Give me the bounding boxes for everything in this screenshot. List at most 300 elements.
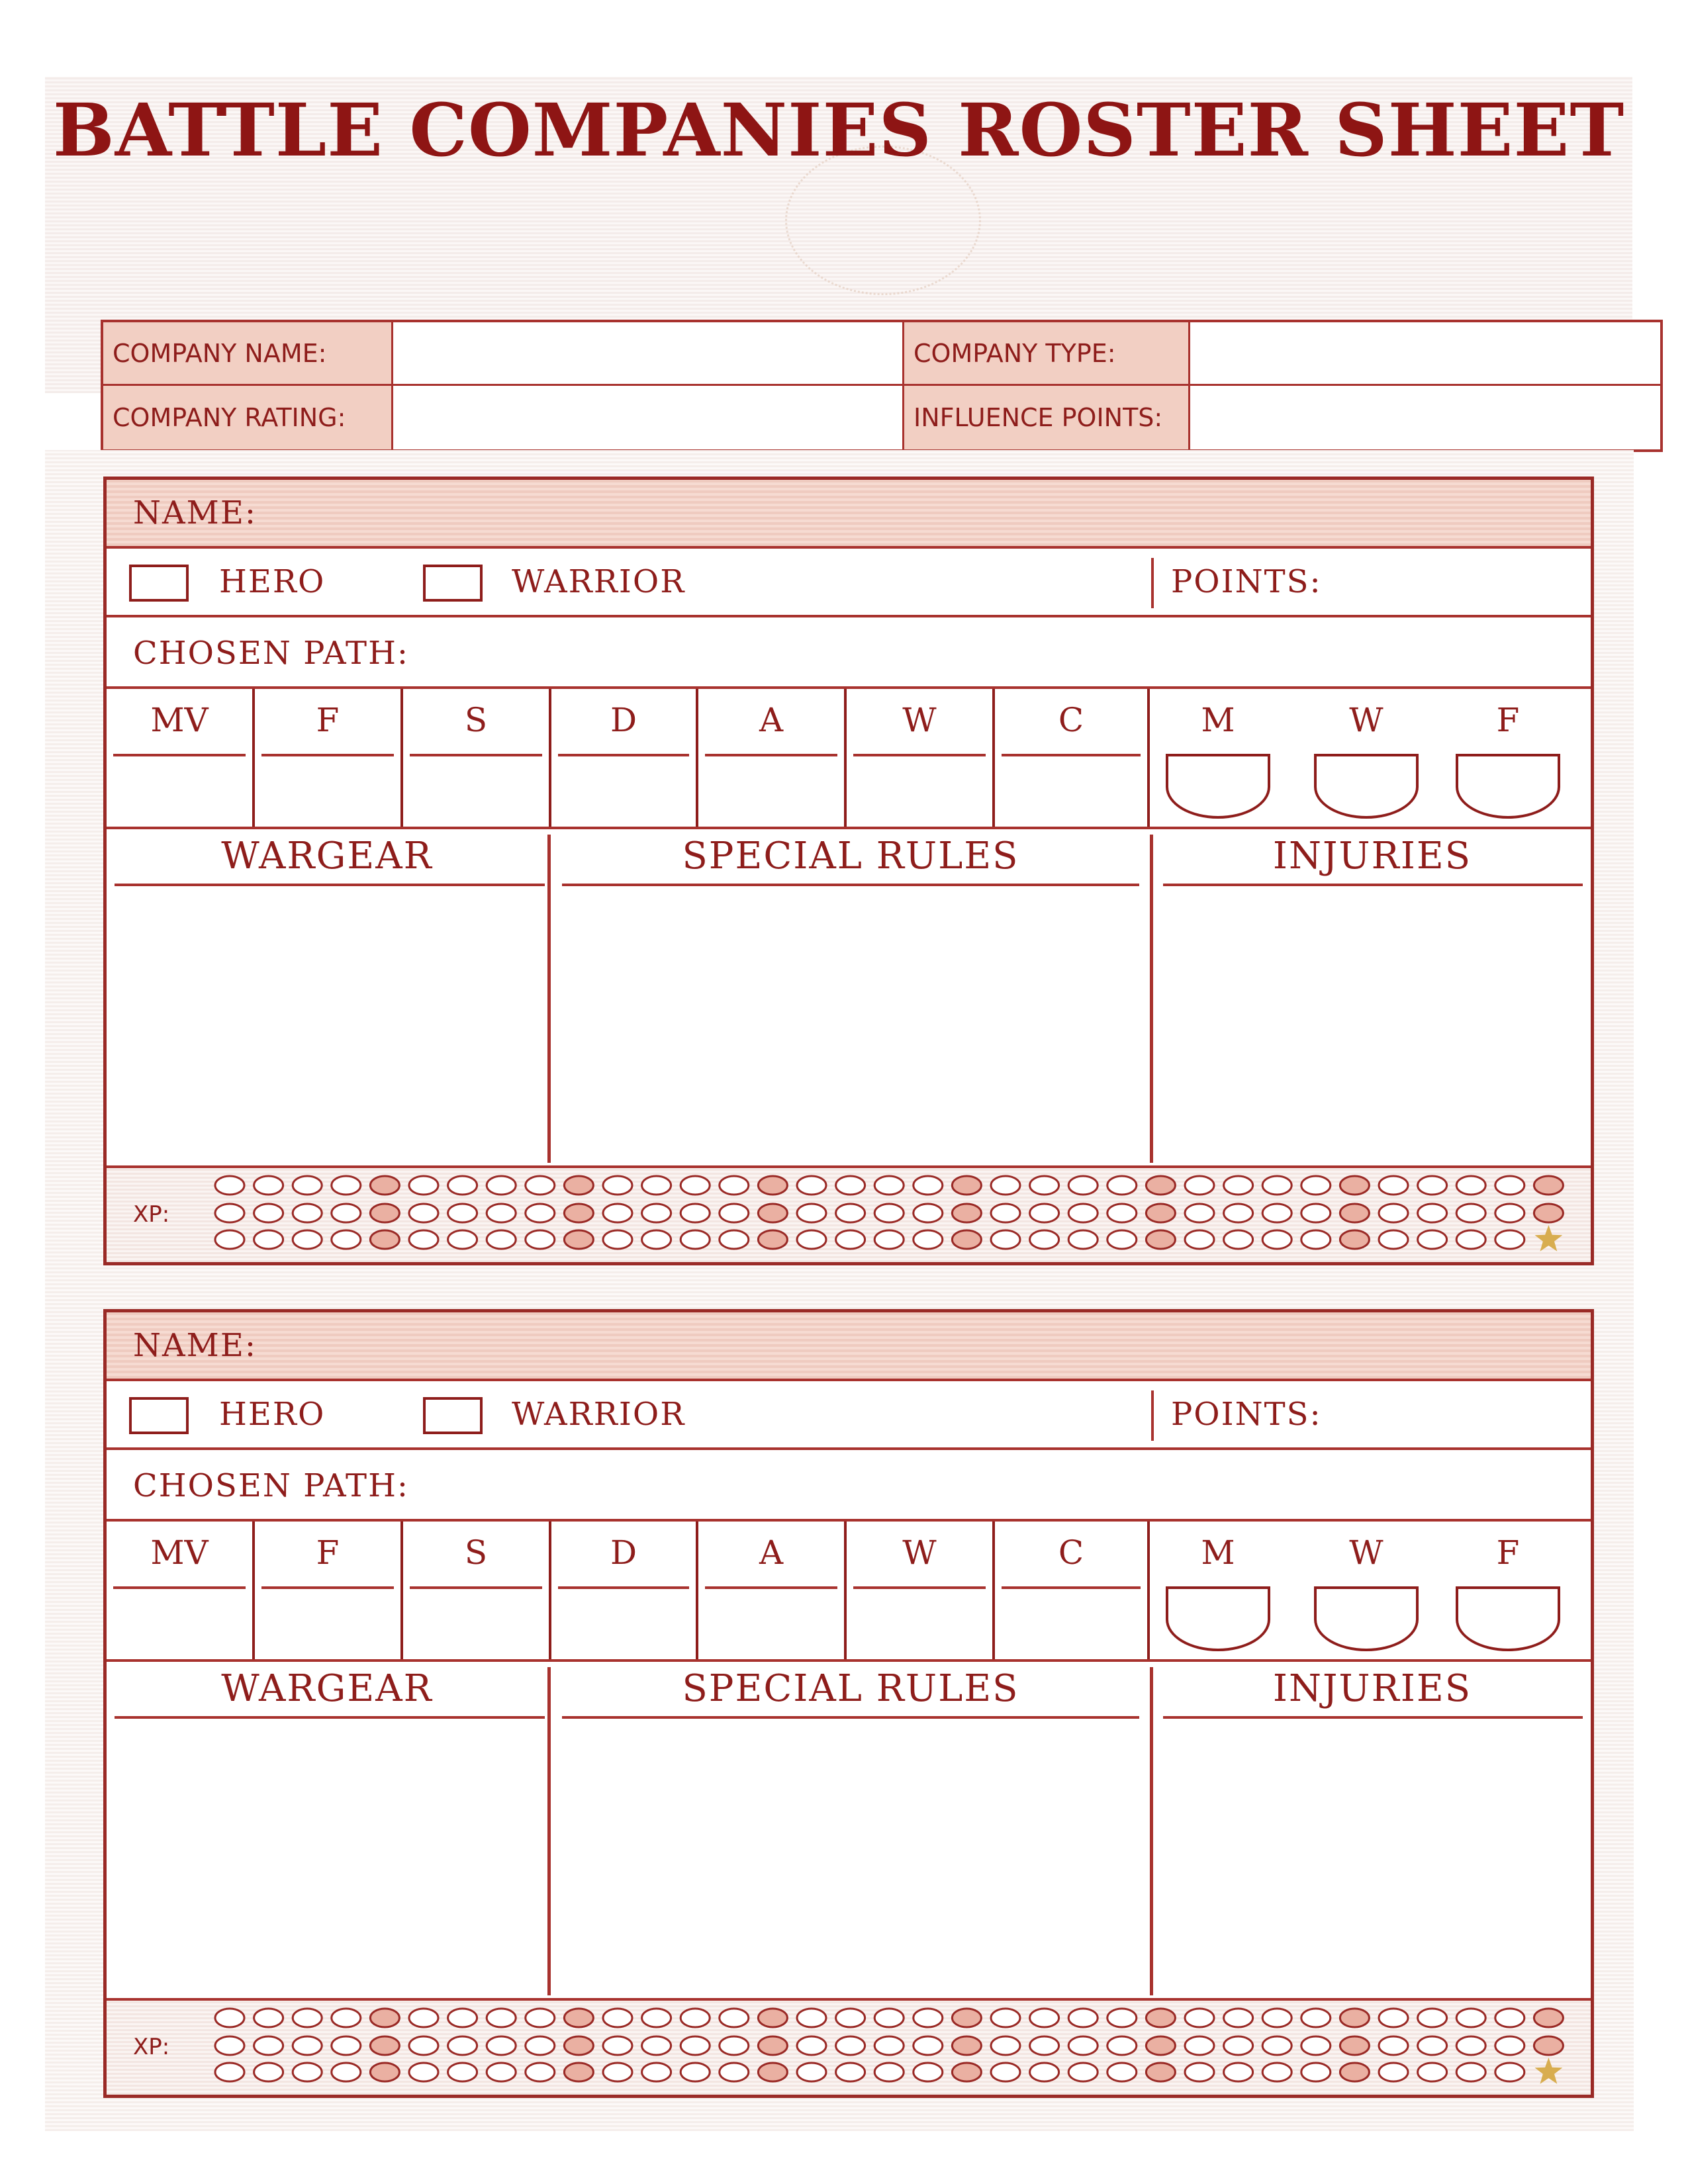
xp-circle[interactable] <box>603 2063 632 2081</box>
chosen-path-row[interactable] <box>107 617 1591 689</box>
stat-cell[interactable] <box>847 689 995 827</box>
xp-milestone-circle[interactable] <box>1534 1176 1563 1195</box>
xp-milestone-circle[interactable] <box>564 1204 593 1222</box>
company-type-field[interactable] <box>1190 322 1660 386</box>
xp-circle[interactable] <box>1418 1176 1447 1195</box>
xp-circle[interactable] <box>991 2009 1020 2027</box>
xp-circle[interactable] <box>1301 1230 1331 1249</box>
hero-checkbox[interactable] <box>129 1397 189 1434</box>
xp-circle[interactable] <box>1456 2036 1485 2055</box>
xp-circle[interactable] <box>1068 1176 1098 1195</box>
xp-circle[interactable] <box>526 1204 555 1222</box>
stat-underline <box>558 1586 689 1589</box>
xp-milestone-circle[interactable] <box>370 2036 399 2055</box>
xp-circle[interactable] <box>603 1204 632 1222</box>
xp-circle[interactable] <box>642 1230 671 1249</box>
xp-milestone-circle[interactable] <box>1534 2036 1563 2055</box>
xp-circle[interactable] <box>1379 1204 1408 1222</box>
xp-circle[interactable] <box>1262 2063 1291 2081</box>
xp-milestone-circle[interactable] <box>1146 1176 1175 1195</box>
xp-milestone-circle[interactable] <box>1146 2036 1175 2055</box>
xp-milestone-circle[interactable] <box>758 2063 787 2081</box>
xp-circle[interactable] <box>914 2036 943 2055</box>
xp-circle[interactable] <box>1262 2009 1291 2027</box>
xp-circle[interactable] <box>720 2063 749 2081</box>
xp-circle[interactable] <box>448 2009 477 2027</box>
stat-line <box>107 1522 1591 1662</box>
xp-milestone-circle[interactable] <box>370 1176 399 1195</box>
stat-underline <box>261 1586 394 1589</box>
xp-circle[interactable] <box>487 2063 516 2081</box>
stat-underline <box>705 754 837 756</box>
xp-circle[interactable] <box>448 1230 477 1249</box>
stat-underline <box>558 754 689 756</box>
xp-circle[interactable] <box>1456 1230 1485 1249</box>
xp-circle[interactable] <box>991 1176 1020 1195</box>
xp-milestone-circle[interactable] <box>758 1204 787 1222</box>
xp-circle[interactable] <box>914 1176 943 1195</box>
xp-track <box>107 1168 1591 1262</box>
xp-circle[interactable] <box>991 2036 1020 2055</box>
xp-circle[interactable] <box>720 2036 749 2055</box>
xp-circle[interactable] <box>1224 1176 1253 1195</box>
xp-circle[interactable] <box>487 1230 516 1249</box>
xp-circle[interactable] <box>642 2063 671 2081</box>
xp-circle[interactable] <box>409 2063 438 2081</box>
xp-circle[interactable] <box>1418 1204 1447 1222</box>
xp-circle[interactable] <box>797 1204 826 1222</box>
xp-circle[interactable] <box>680 1230 710 1249</box>
fate-header: F <box>1496 701 1520 739</box>
xp-milestone-circle[interactable] <box>758 1176 787 1195</box>
xp-circle[interactable] <box>1418 1230 1447 1249</box>
xp-circle[interactable] <box>914 2063 943 2081</box>
stat-cell[interactable] <box>403 689 551 827</box>
xp-circle[interactable] <box>1379 1176 1408 1195</box>
xp-milestone-circle[interactable] <box>952 1204 981 1222</box>
xp-circle[interactable] <box>1262 1230 1291 1249</box>
xp-milestone-circle[interactable] <box>758 2036 787 2055</box>
will-shield-icon[interactable] <box>1314 1588 1419 1651</box>
xp-circle[interactable] <box>991 1204 1020 1222</box>
stat-cell[interactable] <box>403 1522 551 1659</box>
xp-circle[interactable] <box>874 2009 904 2027</box>
special-rules-header: SPECIAL RULES <box>682 835 1019 878</box>
xp-circle[interactable] <box>836 1204 865 1222</box>
xp-circle[interactable] <box>215 2009 244 2027</box>
xp-circle[interactable] <box>1068 2036 1098 2055</box>
xp-circle[interactable] <box>1107 2036 1137 2055</box>
xp-circle[interactable] <box>1107 1230 1137 1249</box>
xp-circle[interactable] <box>332 2063 361 2081</box>
xp-circle[interactable] <box>1107 1204 1137 1222</box>
xp-circle[interactable] <box>642 2009 671 2027</box>
xp-circle[interactable] <box>448 2036 477 2055</box>
xp-circle[interactable] <box>448 2063 477 2081</box>
might-shield-icon[interactable] <box>1166 1588 1270 1651</box>
xp-circle[interactable] <box>797 2009 826 2027</box>
will-shield-icon[interactable] <box>1314 755 1419 819</box>
xp-milestone-circle[interactable] <box>1340 1230 1369 1249</box>
xp-circle[interactable] <box>720 1176 749 1195</box>
warrior-label: WARRIOR <box>512 1396 686 1433</box>
type-row <box>107 549 1591 617</box>
xp-circle[interactable] <box>1301 2036 1331 2055</box>
xp-circle[interactable] <box>836 2063 865 2081</box>
hero-label: HERO <box>219 1396 326 1433</box>
xp-circle[interactable] <box>1107 1176 1137 1195</box>
xp-circle[interactable] <box>1185 1176 1214 1195</box>
points-label: POINTS: <box>1171 563 1322 600</box>
xp-milestone-circle[interactable] <box>1146 1230 1175 1249</box>
xp-circle[interactable] <box>1068 1204 1098 1222</box>
xp-circle[interactable] <box>1107 2063 1137 2081</box>
xp-circle[interactable] <box>680 2036 710 2055</box>
xp-circle[interactable] <box>254 1204 283 1222</box>
xp-circle[interactable] <box>1224 1204 1253 1222</box>
stat-cell[interactable] <box>107 689 255 827</box>
xp-milestone-circle[interactable] <box>370 2009 399 2027</box>
might-shield-icon[interactable] <box>1166 755 1270 819</box>
xp-circle[interactable] <box>797 1176 826 1195</box>
xp-circle[interactable] <box>487 2009 516 2027</box>
xp-circle[interactable] <box>526 2009 555 2027</box>
xp-circle[interactable] <box>409 1230 438 1249</box>
xp-circle[interactable] <box>1068 2063 1098 2081</box>
xp-circle[interactable] <box>1456 2009 1485 2027</box>
stat-header: MV <box>150 701 209 739</box>
xp-circle[interactable] <box>332 1230 361 1249</box>
xp-circle[interactable] <box>1495 2063 1524 2081</box>
xp-circle[interactable] <box>1224 2009 1253 2027</box>
xp-milestone-circle[interactable] <box>952 2009 981 2027</box>
xp-circle[interactable] <box>1456 1204 1485 1222</box>
xp-circle[interactable] <box>680 2009 710 2027</box>
star-icon <box>1535 1225 1563 1251</box>
stat-underline <box>705 1586 837 1589</box>
name-label: NAME: <box>133 494 258 531</box>
points-divider <box>1151 1390 1154 1441</box>
might-header: M <box>1201 701 1235 739</box>
xp-circle[interactable] <box>332 2036 361 2055</box>
xp-circle[interactable] <box>409 1204 438 1222</box>
xp-circle[interactable] <box>874 2036 904 2055</box>
xp-circle[interactable] <box>1030 2063 1059 2081</box>
xp-circle[interactable] <box>642 1176 671 1195</box>
xp-circle[interactable] <box>1262 1176 1291 1195</box>
company-name-label: COMPANY NAME: <box>103 322 393 386</box>
xp-circle[interactable] <box>487 1204 516 1222</box>
xp-circle[interactable] <box>332 1204 361 1222</box>
xp-circle[interactable] <box>1456 1176 1485 1195</box>
xp-circle[interactable] <box>914 1204 943 1222</box>
xp-milestone-circle[interactable] <box>564 2063 593 2081</box>
injuries-header: INJURIES <box>1272 835 1472 878</box>
xp-circle[interactable] <box>603 2009 632 2027</box>
warrior-checkbox[interactable] <box>423 1397 483 1434</box>
xp-circle[interactable] <box>1068 1230 1098 1249</box>
xp-circle[interactable] <box>215 1204 244 1222</box>
xp-circle[interactable] <box>836 1176 865 1195</box>
xp-circle[interactable] <box>720 2009 749 2027</box>
stat-cell[interactable] <box>698 1522 847 1659</box>
xp-milestone-circle[interactable] <box>1340 2063 1369 2081</box>
wargear-header: WARGEAR <box>221 835 433 878</box>
special-rules-divider <box>1150 1667 1153 1995</box>
xp-circle[interactable] <box>874 1230 904 1249</box>
xp-circle[interactable] <box>1262 2036 1291 2055</box>
xp-circle[interactable] <box>1107 2009 1137 2027</box>
xp-circle[interactable] <box>293 1230 322 1249</box>
xp-circle[interactable] <box>1224 2063 1253 2081</box>
company-rating-field[interactable] <box>393 386 904 449</box>
xp-circle[interactable] <box>836 1230 865 1249</box>
xp-circle[interactable] <box>1495 1176 1524 1195</box>
xp-circle[interactable] <box>526 1176 555 1195</box>
character-card <box>103 1309 1594 2098</box>
stat-header: W <box>902 1533 937 1572</box>
xp-milestone-circle[interactable] <box>1534 2009 1563 2027</box>
stat-header: A <box>759 701 784 739</box>
xp-circle[interactable] <box>1030 2009 1059 2027</box>
fate-shield-icon[interactable] <box>1456 755 1560 819</box>
xp-circle[interactable] <box>254 2063 283 2081</box>
xp-circles[interactable] <box>107 2001 1591 2095</box>
stat-underline <box>113 754 246 756</box>
xp-milestone-circle[interactable] <box>1340 1204 1369 1222</box>
xp-circle[interactable] <box>1301 2009 1331 2027</box>
stat-cell[interactable] <box>551 1522 698 1659</box>
stat-cell[interactable] <box>107 1522 255 1659</box>
xp-circle[interactable] <box>1379 2009 1408 2027</box>
xp-circle[interactable] <box>487 1176 516 1195</box>
name-bar[interactable] <box>107 480 1591 549</box>
xp-circle[interactable] <box>1185 2063 1214 2081</box>
xp-milestone-circle[interactable] <box>370 2063 399 2081</box>
mwf-section <box>1150 689 1591 827</box>
xp-circle[interactable] <box>293 1176 322 1195</box>
xp-circle[interactable] <box>526 2036 555 2055</box>
xp-circle[interactable] <box>642 2036 671 2055</box>
xp-milestone-circle[interactable] <box>952 1230 981 1249</box>
injuries-underline <box>1163 1716 1583 1719</box>
xp-circle[interactable] <box>797 1230 826 1249</box>
xp-milestone-circle[interactable] <box>1146 2009 1175 2027</box>
xp-circle[interactable] <box>720 1230 749 1249</box>
xp-circle[interactable] <box>332 1176 361 1195</box>
xp-circle[interactable] <box>215 2063 244 2081</box>
stat-line <box>107 689 1591 829</box>
xp-circle[interactable] <box>1030 2036 1059 2055</box>
injuries-header: INJURIES <box>1272 1667 1472 1710</box>
xp-circle[interactable] <box>293 2036 322 2055</box>
xp-circle[interactable] <box>1185 2036 1214 2055</box>
xp-milestone-circle[interactable] <box>1340 2009 1369 2027</box>
fate-header: F <box>1496 1533 1520 1572</box>
xp-circle[interactable] <box>1418 2009 1447 2027</box>
stat-underline <box>410 754 542 756</box>
stat-header: A <box>759 1533 784 1572</box>
stat-cell[interactable] <box>255 1522 403 1659</box>
xp-circle[interactable] <box>1379 2063 1408 2081</box>
xp-circle[interactable] <box>720 1204 749 1222</box>
hero-checkbox[interactable] <box>129 565 189 602</box>
xp-circle[interactable] <box>680 1176 710 1195</box>
stat-cell[interactable] <box>255 689 403 827</box>
xp-circle[interactable] <box>603 1230 632 1249</box>
xp-circle[interactable] <box>332 2009 361 2027</box>
xp-circle[interactable] <box>215 1176 244 1195</box>
xp-circle[interactable] <box>1030 1176 1059 1195</box>
name-bar[interactable] <box>107 1312 1591 1381</box>
xp-circle[interactable] <box>526 2063 555 2081</box>
xp-circle[interactable] <box>1224 1230 1253 1249</box>
xp-circle[interactable] <box>1262 1204 1291 1222</box>
xp-circle[interactable] <box>797 2063 826 2081</box>
xp-circle[interactable] <box>836 2009 865 2027</box>
xp-milestone-circle[interactable] <box>564 1176 593 1195</box>
special-rules-divider <box>1150 835 1153 1163</box>
influence-points-field[interactable] <box>1190 386 1660 449</box>
xp-milestone-circle[interactable] <box>370 1204 399 1222</box>
page-title: BATTLE COMPANIES ROSTER SHEET <box>52 87 1625 173</box>
xp-circle[interactable] <box>603 2036 632 2055</box>
xp-circle[interactable] <box>874 1204 904 1222</box>
xp-circle[interactable] <box>1379 1230 1408 1249</box>
xp-circle[interactable] <box>1224 2036 1253 2055</box>
xp-label: XP: <box>133 1201 170 1228</box>
xp-circle[interactable] <box>1379 2036 1408 2055</box>
xp-milestone-circle[interactable] <box>564 1230 593 1249</box>
xp-milestone-circle[interactable] <box>370 1230 399 1249</box>
xp-circle[interactable] <box>914 1230 943 1249</box>
xp-circle[interactable] <box>1301 2063 1331 2081</box>
xp-circle[interactable] <box>1495 2036 1524 2055</box>
xp-circle[interactable] <box>1185 1204 1214 1222</box>
chosen-path-row[interactable] <box>107 1450 1591 1522</box>
xp-circle[interactable] <box>836 2036 865 2055</box>
xp-label: XP: <box>133 2034 170 2060</box>
xp-circle[interactable] <box>254 2009 283 2027</box>
xp-circle[interactable] <box>914 2009 943 2027</box>
xp-circle[interactable] <box>487 2036 516 2055</box>
points-label: POINTS: <box>1171 1396 1322 1433</box>
xp-circle[interactable] <box>1301 1204 1331 1222</box>
xp-circle[interactable] <box>991 2063 1020 2081</box>
xp-circle[interactable] <box>409 2009 438 2027</box>
xp-circle[interactable] <box>1418 2063 1447 2081</box>
stat-underline <box>261 754 394 756</box>
xp-circle[interactable] <box>642 1204 671 1222</box>
xp-milestone-circle[interactable] <box>758 2009 787 2027</box>
xp-circle[interactable] <box>680 2063 710 2081</box>
xp-milestone-circle[interactable] <box>952 2036 981 2055</box>
stat-header: F <box>316 1533 340 1572</box>
xp-circle[interactable] <box>448 1176 477 1195</box>
company-name-field[interactable] <box>393 322 904 386</box>
xp-circle[interactable] <box>1185 2009 1214 2027</box>
xp-milestone-circle[interactable] <box>952 1176 981 1195</box>
xp-circle[interactable] <box>797 2036 826 2055</box>
xp-circle[interactable] <box>874 1176 904 1195</box>
xp-circle[interactable] <box>254 1230 283 1249</box>
special-rules-underline <box>562 1716 1139 1719</box>
stat-underline <box>853 1586 986 1589</box>
xp-circle[interactable] <box>526 1230 555 1249</box>
star-icon <box>1535 2058 1563 2084</box>
xp-circle[interactable] <box>293 2063 322 2081</box>
warrior-checkbox[interactable] <box>423 565 483 602</box>
xp-circle[interactable] <box>680 1204 710 1222</box>
xp-circle[interactable] <box>448 1204 477 1222</box>
xp-circle[interactable] <box>1301 1176 1331 1195</box>
xp-circle[interactable] <box>1456 2063 1485 2081</box>
fate-shield-icon[interactable] <box>1456 1588 1560 1651</box>
xp-milestone-circle[interactable] <box>1146 2063 1175 2081</box>
wargear-underline <box>115 884 545 886</box>
xp-milestone-circle[interactable] <box>564 2009 593 2027</box>
company-type-label: COMPANY TYPE: <box>904 322 1190 386</box>
xp-circle[interactable] <box>991 1230 1020 1249</box>
hero-label: HERO <box>219 563 326 600</box>
stat-underline <box>1002 1586 1141 1589</box>
xp-circle[interactable] <box>1495 2009 1524 2027</box>
stat-cell[interactable] <box>698 689 847 827</box>
xp-milestone-circle[interactable] <box>1534 1204 1563 1222</box>
stat-header: D <box>610 1533 637 1572</box>
xp-milestone-circle[interactable] <box>564 2036 593 2055</box>
injuries-underline <box>1163 884 1583 886</box>
influence-points-label: INFLUENCE POINTS: <box>904 386 1190 449</box>
special-rules-header: SPECIAL RULES <box>682 1667 1019 1710</box>
points-divider <box>1151 558 1154 608</box>
stat-underline <box>410 1586 542 1589</box>
stat-cell[interactable] <box>551 689 698 827</box>
stat-cell[interactable] <box>847 1522 995 1659</box>
xp-circle[interactable] <box>1185 1230 1214 1249</box>
xp-circle[interactable] <box>215 1230 244 1249</box>
stat-cell[interactable] <box>995 689 1150 827</box>
xp-circle[interactable] <box>1030 1230 1059 1249</box>
xp-circle[interactable] <box>1068 2009 1098 2027</box>
xp-circle[interactable] <box>1495 1204 1524 1222</box>
stat-header: W <box>902 701 937 739</box>
xp-milestone-circle[interactable] <box>758 1230 787 1249</box>
xp-circle[interactable] <box>254 1176 283 1195</box>
xp-milestone-circle[interactable] <box>952 2063 981 2081</box>
xp-circle[interactable] <box>293 1204 322 1222</box>
xp-milestone-circle[interactable] <box>1340 1176 1369 1195</box>
xp-circle[interactable] <box>1495 1230 1524 1249</box>
xp-circles[interactable] <box>107 1168 1591 1262</box>
xp-circle[interactable] <box>409 2036 438 2055</box>
stat-cell[interactable] <box>995 1522 1150 1659</box>
xp-circle[interactable] <box>254 2036 283 2055</box>
xp-milestone-circle[interactable] <box>1146 1204 1175 1222</box>
xp-circle[interactable] <box>215 2036 244 2055</box>
xp-circle[interactable] <box>874 2063 904 2081</box>
xp-milestone-circle[interactable] <box>1340 2036 1369 2055</box>
might-header: M <box>1201 1533 1235 1572</box>
stat-header: C <box>1058 1533 1084 1572</box>
xp-circle[interactable] <box>603 1176 632 1195</box>
xp-circle[interactable] <box>1030 1204 1059 1222</box>
xp-circle[interactable] <box>1418 2036 1447 2055</box>
type-row <box>107 1381 1591 1450</box>
xp-circle[interactable] <box>293 2009 322 2027</box>
xp-circle[interactable] <box>409 1176 438 1195</box>
stat-header: S <box>464 701 488 739</box>
